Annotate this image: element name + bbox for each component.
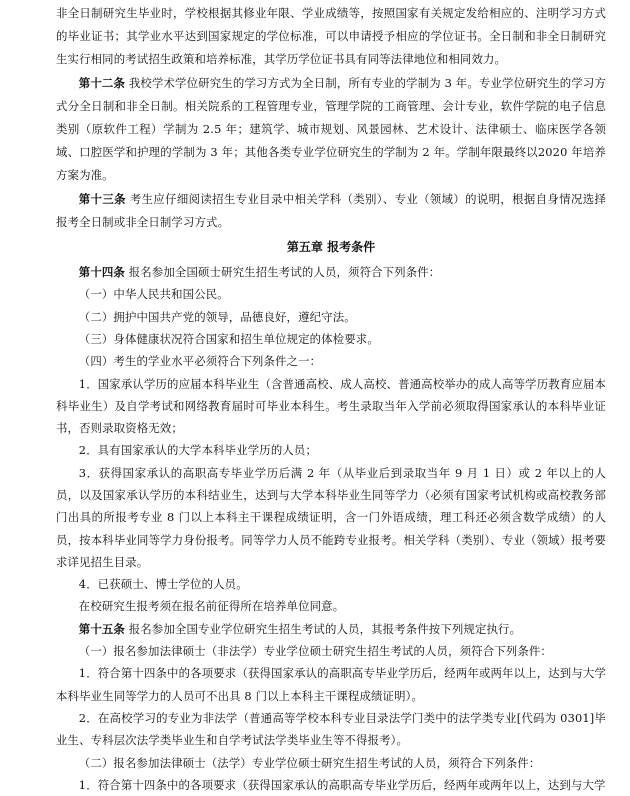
law-nonlaw-item: 2．在高校学习的专业为非法学（普通高等学校本科专业目录法学门类中的法学类专业[代码为 0301]毕业生、专科层次法学类毕业生和自学考试法学类毕业生等不得报考）。: [56, 710, 606, 748]
law-law-item: 1．符合第十四条中的各项要求（获得国家承认的高职高专毕业学历后，经两年或两年以上，达到与大学: [78, 777, 606, 792]
article-13-label: 第十三条: [78, 191, 126, 206]
condition-item: （一）中华人民共和国公民。: [78, 287, 229, 302]
law-law-heading: （二）报名参加法律硕士（法学）专业学位硕士研究生招生考试的人员，须符合下列条件：: [78, 755, 541, 770]
article-15: [56, 618, 606, 640]
article-13-text: 考生应仔细阅读招生专业目录中相关学科（类别）、专业（领域）的说明，根据自身情况选择报考全日制或非全日制学习方式。: [56, 191, 607, 229]
article-15-label: 第十五条: [78, 621, 125, 636]
chapter-heading: 第五章 报考条件: [286, 240, 376, 255]
condition-item: （三）身体健康状况符合国家和招生单位规定的体检要求。: [78, 331, 379, 346]
article-14-label: 第十四条: [78, 265, 125, 280]
note-line: 在校研究生报考须在报名前征得所在培养单位同意。: [78, 599, 345, 614]
law-nonlaw-heading: （一）报名参加法律硕士（非法学）专业学位硕士研究生招生考试的人员，须符合下列条件：: [78, 644, 552, 659]
level-item: 1．国家承认学历的应届本科毕业生（含普通高校、成人高校、普通高校举办的成人高等学历教育应届本科毕业生）及自学考试和网络教育届时可毕业本科生。考生录取当年入学前必须取得国家承认的本科毕业证书，否则录取资格无效；: [56, 376, 606, 436]
paragraph-part-time-degree: 非全日制研究生毕业时，学校根据其修业年限、学业成绩等，按照国家有关规定发给相应的、注明学习方式的毕业证书；其学业水平达到国家规定的学位标准，可以申请授予相应的学位证书。全日制和非全日制研究生实行相同的考试招生政策和培养标准，其学历学位证书具有同等法律地位和相同效力。: [56, 6, 606, 67]
article-13: [56, 188, 606, 234]
condition-item: （二）拥护中国共产党的领导，品德良好，遵纪守法。: [78, 309, 356, 324]
level-item: 2．具有国家承认的大学本科毕业学历的人员；: [78, 443, 318, 458]
level-item: 4．已获硕士、博士学位的人员。: [78, 577, 248, 592]
article-14-text: 报名参加全国硕士研究生招生考试的人员，须符合下列条件：: [128, 265, 441, 280]
level-item: 3．获得国家承认的高职高专毕业学历后满 2 年（从毕业后到录取当年 9 月 1 日）或 2 年以上的人员，以及国家承认学历的本科结业生，达到与大学本科毕业生同等学力（必须有国家考试机构或高校教务部门出具的所报考专业 8 门以上本科主干课程成绩证明，含一门外语成绩，理工科还必须含数学成绩）的人员，按本科毕业同等学力身份报考。同等学力人员不能跨专业报考。相关学科（类别）、专业（领域）报考要求详见招生目录。: [56, 465, 606, 569]
condition-item: （四）考生的学业水平必须符合下列条件之一：: [78, 354, 322, 369]
article-12: [56, 72, 606, 188]
law-nonlaw-item: 1．符合第十四条中的各项要求（获得国家承认的高职高专毕业学历后，经两年或两年以上，达到与大学本科毕业生同等学力的人员可不出具 8 门以上本科主干课程成绩证明）。: [56, 666, 606, 703]
article-12-text: 我校学术学位研究生的学习方式为全日制，所有专业的学制为 3 年。专业学位研究生的学习方式分全日制和非全日制。相关院系的工程管理专业，管理学院的工商管理、会计专业，软件学院的电子信息类别（原软件工程）学制为 2.5 年；建筑学、城市规划、风景园林、艺术设计、法律硕士、临床医学各领域、口腔医学和护理的学制为 3 年；其他各类专业学位研究生的学制为 2 年。学制年限最终以2020 年培养方案为准。: [56, 75, 606, 183]
article-15-text: 报名参加全国专业学位研究生招生考试的人员，其报考条件按下列规定执行。: [128, 621, 522, 636]
article-14: [56, 261, 606, 283]
article-12-label: 第十二条: [78, 75, 126, 90]
